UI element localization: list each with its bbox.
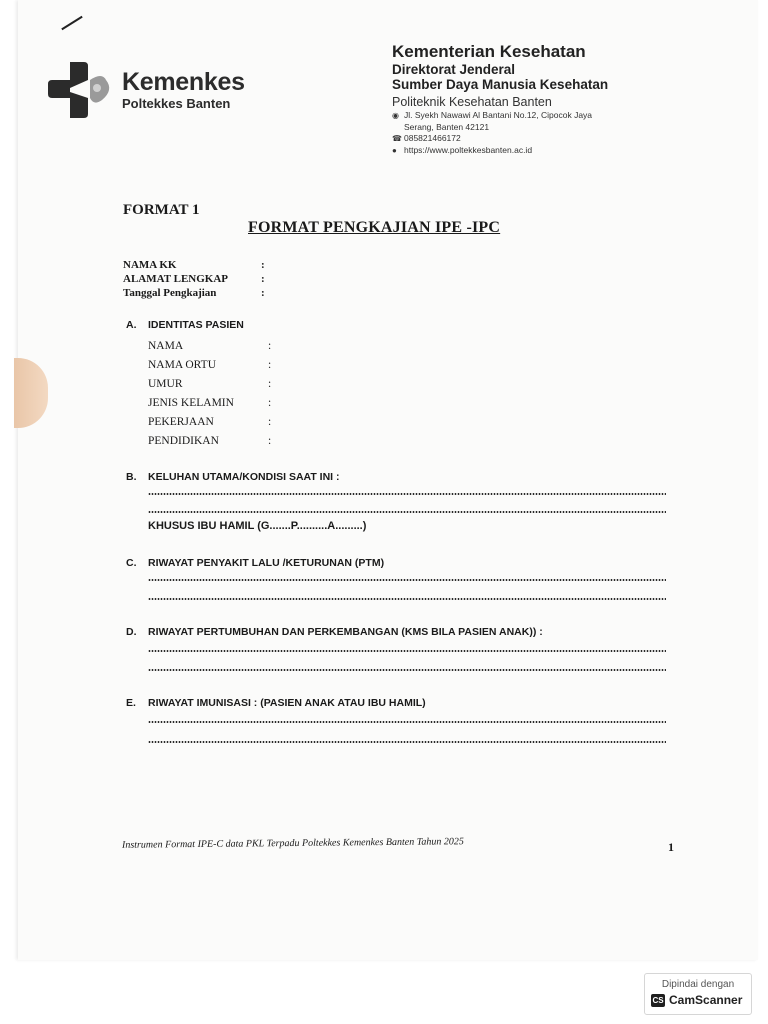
website-row [392, 145, 742, 157]
document-title: FORMAT PENGKAJIAN IPE -IPC [248, 219, 501, 236]
dotted-line [148, 579, 666, 581]
section-a-heading: A. IDENTITAS PASIEN [126, 319, 244, 331]
field-jenis-kelamin: JENIS KELAMIN : [148, 397, 272, 409]
phone-row [392, 133, 742, 145]
section-b-heading: B. KELUHAN UTAMA/KONDISI SAAT INI : [126, 471, 340, 483]
phone-icon: ☎ [392, 134, 402, 143]
footer-text: Instrumen Format IPE-C data PKL Terpadu Poltekkes Kemenkes Banten Tahun 2025 [121, 836, 464, 851]
household-fields [123, 258, 265, 300]
logo-subtitle: Poltekkes Banten [122, 96, 231, 111]
globe-icon: ● [392, 145, 397, 155]
section-e-heading: E. RIWAYAT IMUNISASI : (PASIEN ANAK ATAU IBU HAMIL) [126, 697, 426, 709]
camscanner-watermark [644, 973, 752, 1015]
section-c-heading: C. RIWAYAT PENYAKIT LALU /KETURUNAN (PTM) [126, 557, 385, 569]
directorate-2: Sumber Daya Manusia Kesehatan [392, 77, 609, 92]
dotted-line [148, 721, 666, 723]
camscanner-icon: CS [652, 996, 664, 1005]
dotted-line [148, 598, 666, 600]
location-icon: ◉ [392, 111, 399, 120]
dotted-line [148, 741, 666, 743]
patient-fields [148, 337, 271, 451]
field-pekerjaan: PEKERJAAN : [148, 416, 272, 428]
logo-name: Kemenkes [122, 68, 245, 96]
dotted-line [148, 493, 666, 495]
dotted-line [148, 650, 666, 652]
directorate: Direktorat Jenderal [392, 62, 516, 77]
letterhead [392, 42, 742, 156]
field-pendidikan: PENDIDIKAN : [148, 435, 272, 447]
scanner-caption: Dipindai dengan [661, 979, 735, 990]
phone-number: 085821466172 [404, 133, 461, 143]
address-line-2: Serang, Banten 42121 [404, 121, 490, 132]
address-row [392, 110, 742, 122]
field-nama-ortu: NAMA ORTU : [148, 359, 272, 371]
scanner-name: CamScanner [669, 993, 743, 1007]
field-umur: UMUR : [148, 378, 272, 390]
address-line-1: Jl. Syekh Nawawi Al Bantani No.12, Cipocok Jaya [404, 110, 593, 120]
field-nama-kk: NAMA KK : [123, 259, 265, 271]
ministry-name: Kementerian Kesehatan [392, 42, 586, 61]
dotted-line [148, 511, 666, 513]
kemenkes-logo-icon [44, 58, 116, 122]
field-alamat-lengkap: ALAMAT LENGKAP : [123, 273, 265, 285]
institution-name: Politeknik Kesehatan Banten [392, 95, 552, 109]
kemenkes-logo [44, 58, 254, 122]
field-tanggal-pengkajian: Tanggal Pengkajian : [123, 287, 265, 299]
field-nama: NAMA : [148, 340, 272, 352]
page-number: 1 [668, 840, 674, 854]
website-url: https://www.poltekkesbanten.ac.id [404, 144, 533, 155]
dotted-line [148, 669, 666, 671]
format-label: FORMAT 1 [123, 202, 200, 218]
section-d-heading: D. RIWAYAT PERTUMBUHAN DAN PERKEMBANGAN (KMS BILA PASIEN ANAK)) : [126, 626, 543, 638]
khusus-ibu-hamil: KHUSUS IBU HAMIL (G.......P..........A.........) [148, 520, 367, 532]
